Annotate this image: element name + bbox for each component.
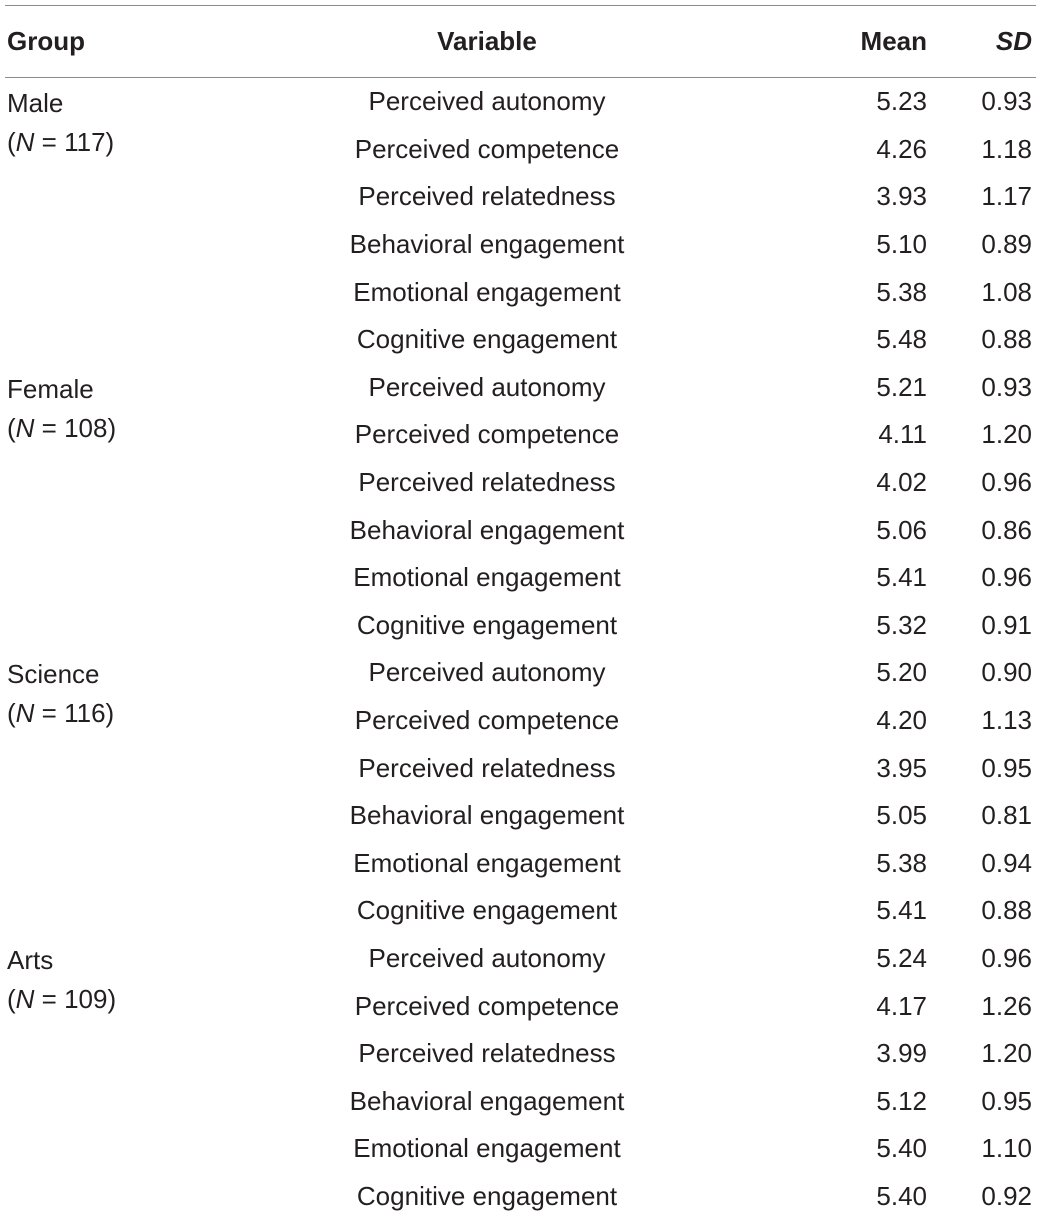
sd-cell: 0.93 xyxy=(981,86,1032,117)
header-mean: Mean xyxy=(860,26,927,56)
variable-cell: Emotional engagement xyxy=(353,562,621,593)
group-cell xyxy=(5,649,277,935)
mean-cell: 5.38 xyxy=(876,276,927,307)
table-row xyxy=(5,935,1036,983)
variable-cell: Perceived autonomy xyxy=(368,942,606,973)
sd-cell: 0.92 xyxy=(981,1180,1032,1211)
mean-cell: 5.06 xyxy=(876,514,927,545)
header-sd: SD xyxy=(995,26,1032,56)
mean-cell: 5.20 xyxy=(876,657,927,688)
mean-cell: 5.41 xyxy=(876,562,927,593)
sample-size-open-paren: ( xyxy=(7,412,16,443)
variable-cell: Perceived autonomy xyxy=(368,657,606,688)
mean-cell: 3.95 xyxy=(876,752,927,783)
group-sample-size xyxy=(7,694,277,733)
mean-cell: 5.40 xyxy=(876,1133,927,1164)
header-row xyxy=(5,6,1036,78)
group-name: Female xyxy=(7,373,94,404)
variable-cell: Perceived relatedness xyxy=(358,752,616,783)
sd-cell: 0.90 xyxy=(981,657,1032,688)
sample-size-symbol: N xyxy=(15,698,35,729)
mean-cell: 3.93 xyxy=(876,181,927,212)
variable-cell: Cognitive engagement xyxy=(356,609,618,640)
mean-cell: 5.48 xyxy=(876,324,927,355)
mean-cell: 5.32 xyxy=(876,609,927,640)
variable-cell: Behavioral engagement xyxy=(349,229,625,260)
mean-cell: 4.17 xyxy=(876,990,927,1021)
mean-cell: 5.24 xyxy=(876,942,927,973)
sample-size-value: = 108) xyxy=(34,412,117,443)
table-header xyxy=(5,6,1036,78)
sd-cell: 0.94 xyxy=(981,847,1032,878)
variable-cell: Behavioral engagement xyxy=(349,800,625,831)
group-sample-size xyxy=(7,980,277,1019)
mean-cell: 5.12 xyxy=(876,1085,927,1116)
sd-cell: 0.96 xyxy=(981,562,1032,593)
variable-cell: Cognitive engagement xyxy=(356,1180,618,1211)
group-sample-size xyxy=(7,123,277,162)
sd-cell: 1.20 xyxy=(981,419,1032,450)
mean-cell: 3.99 xyxy=(876,1038,927,1069)
sd-cell: 0.88 xyxy=(981,895,1032,926)
variable-cell: Perceived relatedness xyxy=(358,181,616,212)
sd-cell: 1.20 xyxy=(981,1038,1032,1069)
variable-cell: Perceived competence xyxy=(354,419,620,450)
mean-cell: 4.26 xyxy=(876,133,927,164)
mean-cell: 5.41 xyxy=(876,895,927,926)
table-body xyxy=(5,78,1036,1221)
variable-cell: Cognitive engagement xyxy=(356,895,618,926)
sd-cell: 0.81 xyxy=(981,800,1032,831)
variable-cell: Perceived competence xyxy=(354,990,620,1021)
group-cell xyxy=(5,78,277,364)
sample-size-symbol: N xyxy=(15,127,35,157)
sd-cell: 0.95 xyxy=(981,1085,1032,1116)
table-row xyxy=(5,364,1036,412)
sd-cell: 1.17 xyxy=(981,181,1032,212)
sd-cell: 1.26 xyxy=(981,990,1032,1021)
sd-cell: 0.95 xyxy=(981,752,1032,783)
variable-cell: Perceived autonomy xyxy=(368,371,606,402)
variable-cell: Perceived autonomy xyxy=(368,86,606,117)
sd-cell: 0.93 xyxy=(981,371,1032,402)
sample-size-value: = 116) xyxy=(34,698,115,729)
mean-cell: 5.40 xyxy=(876,1180,927,1211)
mean-cell: 4.11 xyxy=(878,419,927,450)
sd-cell: 1.18 xyxy=(981,133,1032,164)
table-row xyxy=(5,649,1036,697)
group-name: Arts xyxy=(7,944,54,975)
sample-size-value: = 117) xyxy=(34,127,115,157)
variable-cell: Perceived competence xyxy=(354,133,620,164)
variable-cell: Emotional engagement xyxy=(353,276,621,307)
mean-cell: 5.21 xyxy=(876,371,927,402)
mean-cell: 4.20 xyxy=(876,705,927,736)
sample-size-open-paren: ( xyxy=(7,983,16,1014)
sd-cell: 0.89 xyxy=(981,229,1032,260)
sample-size-symbol: N xyxy=(15,412,35,443)
variable-cell: Cognitive engagement xyxy=(356,324,618,355)
header-group: Group xyxy=(7,26,85,56)
variable-cell: Perceived relatedness xyxy=(358,1038,616,1069)
variable-cell: Perceived competence xyxy=(354,705,620,736)
variable-cell: Perceived relatedness xyxy=(358,467,616,498)
sd-cell: 0.91 xyxy=(981,609,1032,640)
group-sample-size xyxy=(7,409,277,448)
descriptive-statistics-table xyxy=(5,5,1036,1220)
group-name: Science xyxy=(7,659,100,690)
group-cell xyxy=(5,364,277,650)
sample-size-open-paren: ( xyxy=(7,127,16,157)
sd-cell: 0.96 xyxy=(981,467,1032,498)
sd-cell: 1.08 xyxy=(981,276,1032,307)
mean-cell: 5.10 xyxy=(876,229,927,260)
sample-size-symbol: N xyxy=(15,983,35,1014)
mean-cell: 5.23 xyxy=(876,86,927,117)
variable-cell: Emotional engagement xyxy=(353,847,621,878)
sd-cell: 1.10 xyxy=(981,1133,1032,1164)
mean-cell: 4.02 xyxy=(876,467,927,498)
sample-size-value: = 109) xyxy=(34,983,117,1014)
sd-cell: 0.96 xyxy=(981,942,1032,973)
sample-size-open-paren: ( xyxy=(7,698,16,729)
sd-cell: 0.86 xyxy=(981,514,1032,545)
variable-cell: Behavioral engagement xyxy=(349,1085,625,1116)
mean-cell: 5.05 xyxy=(876,800,927,831)
group-name: Male xyxy=(7,88,64,118)
mean-cell: 5.38 xyxy=(876,847,927,878)
sd-cell: 1.13 xyxy=(981,705,1032,736)
group-cell xyxy=(5,935,277,1221)
sd-cell: 0.88 xyxy=(981,324,1032,355)
table-row xyxy=(5,78,1036,126)
variable-cell: Emotional engagement xyxy=(353,1133,621,1164)
header-variable: Variable xyxy=(437,26,537,56)
variable-cell: Behavioral engagement xyxy=(349,514,625,545)
